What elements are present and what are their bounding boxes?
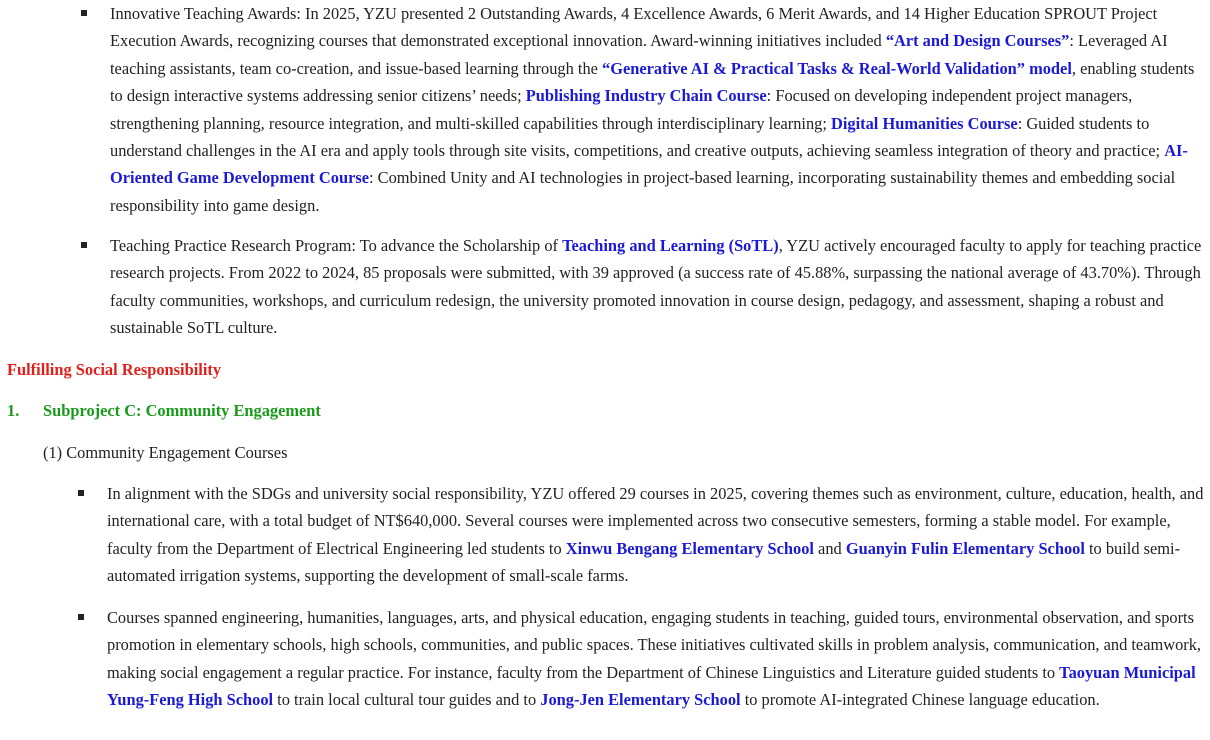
bullet-courses-spanned bbox=[107, 604, 1206, 714]
highlighted-link-text: “Generative AI & Practical Tasks & Real-World Validation” model bbox=[602, 58, 1072, 78]
bullet-square-icon bbox=[78, 490, 84, 496]
body-text: Courses spanned engineering, humanities, languages, arts, and physical education, engaging students in teaching, guided tours, environmental observation, and sports promotion in elementary schools, high schools, communities, and public spaces. These initiatives cultivated skills in problem analysis, communication, and teamwork, making social engagement a regular practice. For instance, faculty from the Department of Chinese Linguistics and Literature guided students to bbox=[107, 608, 1202, 682]
section-heading: Fulfilling Social Responsibility bbox=[7, 360, 222, 379]
highlighted-link-text: Teaching and Learning (SoTL) bbox=[562, 236, 779, 255]
body-text: and bbox=[813, 538, 846, 558]
highlighted-link-text: Taoyuan Municipal Yung-Feng High School bbox=[107, 662, 1196, 710]
body-text: , YZU actively encouraged faculty to apply for teaching practice research projects. From 2022 to 2024, 85 proposals were submitted, with 39 approved (a success rate of 45.88%, surpassing the national average of 43.70%). Through faculty communities, workshops, and curriculum redesign, the university promoted innovation in course design, pedagogy, and assessment, shaping a robust and sustainable SoTL culture. bbox=[110, 236, 1202, 338]
highlighted-link-text: AI-Oriented Game Development Course bbox=[110, 141, 1188, 188]
highlighted-link-text: Guanyin Fulin Elementary School bbox=[845, 538, 1085, 558]
body-text: , enabling students to design interactive systems addressing senior citizens’ needs; bbox=[110, 58, 1195, 106]
body-text: to build semi-automated irrigation systems, supporting the development of small-scale farms. bbox=[107, 538, 1181, 586]
bullet-square-icon bbox=[78, 614, 84, 620]
highlighted-link-text: Publishing Industry Chain Course bbox=[525, 86, 767, 106]
bullet-teaching-practice-research bbox=[110, 232, 1206, 342]
subproject-heading bbox=[7, 397, 321, 424]
body-text: : Leveraged AI teaching assistants, team co-creation, and issue-based learning through the bbox=[110, 31, 1168, 78]
highlighted-link-text: Digital Humanities Course bbox=[831, 113, 1018, 133]
body-text: : Focused on developing independent project managers, strengthening planning, resource integration, and multi-skilled capabilities through interdisciplinary learning; bbox=[110, 86, 1133, 133]
bullet-innovative-teaching-awards bbox=[110, 0, 1206, 219]
body-text: Innovative Teaching Awards: In 2025, YZU presented 2 Outstanding Awards, 4 Excellence Awards, 6 Merit Awards, and 14 Higher Education SPROUT Project Execution Awards, recognizing courses that demonstrated exceptional innovation. Award-winning initiatives included bbox=[110, 4, 1158, 51]
paragraph-text bbox=[107, 480, 1206, 590]
body-text: to train local cultural tour guides and to bbox=[273, 690, 541, 710]
subproject-number: 1. bbox=[7, 401, 20, 420]
body-text: In alignment with the SDGs and university social responsibility, YZU offered 29 courses in 2025, covering themes such as environment, culture, education, health, and international care, with a total budget of NT$640,000. Several courses were implemented across two consecutive semesters, forming a stable model. For example, faculty from the Department of Electrical Engineering led students to bbox=[107, 484, 1204, 558]
bullet-square-icon bbox=[81, 10, 87, 16]
body-text: Teaching Practice Research Program: To advance the Scholarship of bbox=[110, 236, 563, 255]
paragraph-text bbox=[107, 604, 1206, 714]
highlighted-link-text: “Art and Design Courses” bbox=[885, 31, 1070, 51]
body-text: to promote AI-integrated Chinese language education. bbox=[740, 690, 1100, 710]
subproject-title: Subproject C: Community Engagement bbox=[43, 401, 321, 420]
body-text: : Guided students to understand challenges in the AI era and apply tools through site visits, competitions, and creative outputs, achieving seamless integration of theory and practice; bbox=[110, 113, 1165, 161]
paragraph-text bbox=[110, 0, 1206, 219]
highlighted-link-text: Jong-Jen Elementary School bbox=[540, 690, 741, 710]
body-text: : Combined Unity and AI technologies in project-based learning, incorporating sustainability themes and embedding social responsibility into game design. bbox=[110, 168, 1176, 215]
bullet-square-icon bbox=[81, 242, 87, 248]
sub-heading: (1) Community Engagement Courses bbox=[43, 443, 288, 462]
paragraph-text bbox=[110, 232, 1206, 342]
bullet-sdg-courses bbox=[107, 480, 1206, 590]
highlighted-link-text: Xinwu Bengang Elementary School bbox=[565, 538, 814, 558]
